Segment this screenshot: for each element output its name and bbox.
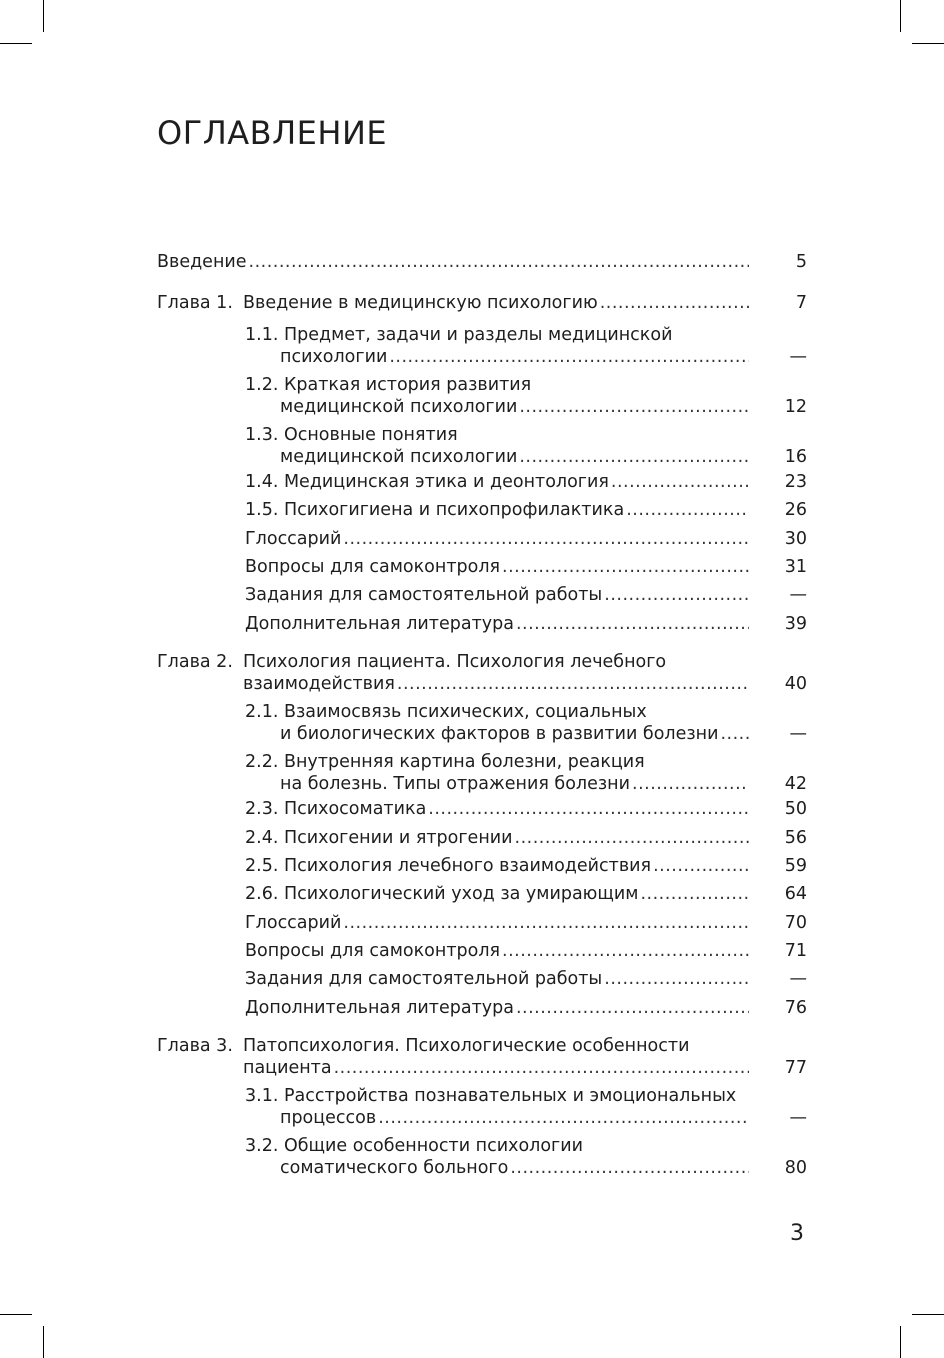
section-title: Глоссарий xyxy=(245,528,342,549)
toc-page-number: 12 xyxy=(784,396,807,417)
crop-mark xyxy=(912,1314,944,1315)
toc-label: Введение xyxy=(157,252,247,272)
crop-mark xyxy=(0,1314,32,1315)
dot-leader xyxy=(519,396,749,418)
toc-page-number: 56 xyxy=(784,827,807,848)
chapter-title: Введение в медицинскую психологию xyxy=(243,293,598,314)
dot-leader xyxy=(516,997,749,1019)
toc-entry-section[interactable] xyxy=(157,937,807,965)
chapter-number: Глава 3. xyxy=(157,1036,233,1057)
toc-entry-section[interactable] xyxy=(157,610,807,638)
chapter-title: Психология пациента. Психология лечебного xyxy=(243,652,667,673)
section-title-line: 2.2. Внутренняя картина болезни, реакция xyxy=(245,752,645,773)
section-dotline xyxy=(245,855,749,877)
toc-entry-section[interactable] xyxy=(157,525,807,553)
toc-entry-section[interactable] xyxy=(157,496,807,524)
crop-mark xyxy=(43,0,44,32)
section-title: Вопросы для самоконтроля xyxy=(245,941,501,962)
chapter-number: Глава 2. xyxy=(157,652,233,673)
section-dotline xyxy=(280,1157,749,1179)
dot-leader xyxy=(611,471,749,493)
dot-leader xyxy=(502,556,749,578)
toc-page-number: 42 xyxy=(784,774,807,795)
toc-entry-section[interactable] xyxy=(157,424,807,468)
toc-entry-section[interactable] xyxy=(157,824,807,852)
section-title: Дополнительная литература xyxy=(245,613,514,634)
dot-leader xyxy=(249,251,749,273)
section-dotline xyxy=(245,827,749,849)
toc-page-number: 80 xyxy=(784,1158,807,1179)
chapter-title-line xyxy=(157,651,807,673)
dot-leader xyxy=(378,1107,749,1129)
crop-mark xyxy=(900,1326,901,1358)
chapter-title-continuation xyxy=(157,673,807,695)
section-title-continuation xyxy=(245,1107,807,1129)
chapter-block xyxy=(157,651,807,1022)
toc-entry-intro[interactable] xyxy=(157,248,807,276)
toc-entry-chapter[interactable] xyxy=(157,289,807,317)
toc-page-number: 30 xyxy=(784,528,807,549)
crop-mark xyxy=(43,1326,44,1358)
section-title: 1.4. Медицинская этика и деонтология xyxy=(245,471,609,492)
dot-leader xyxy=(632,773,749,795)
toc-page-number: — xyxy=(789,724,807,745)
section-title-line: 3.1. Расстройства познавательных и эмоциональных xyxy=(245,1086,737,1107)
dot-leader xyxy=(428,798,749,820)
section-dotline xyxy=(245,997,749,1019)
dot-leader xyxy=(389,346,749,368)
section-dotline xyxy=(245,613,749,635)
section-dotline xyxy=(280,396,749,418)
section-dotline xyxy=(245,471,749,493)
crop-mark xyxy=(912,43,944,44)
toc-entry-section[interactable] xyxy=(157,374,807,418)
toc-page-number: 31 xyxy=(784,556,807,577)
toc-page-number: 26 xyxy=(784,500,807,521)
dot-leader xyxy=(515,827,749,849)
section-title-continuation xyxy=(245,723,807,745)
section-dotline xyxy=(280,1107,749,1129)
chapter-number: Глава 1. xyxy=(157,293,233,314)
section-dotline xyxy=(245,883,749,905)
toc-entry-section[interactable] xyxy=(157,909,807,937)
toc-page-number: 40 xyxy=(784,674,807,695)
section-title-cont: на болезнь. Типы отражения болезни xyxy=(280,774,630,795)
page-title: ОГЛАВЛЕНИЕ xyxy=(157,114,388,152)
section-dotline xyxy=(245,940,749,962)
section-dotline xyxy=(245,556,749,578)
section-title: Вопросы для самоконтроля xyxy=(245,556,501,577)
section-title: 2.6. Психологический уход за умирающим xyxy=(245,884,639,905)
toc-entry-section[interactable] xyxy=(157,701,807,745)
dot-leader xyxy=(604,584,749,606)
section-title-cont: медицинской психологии xyxy=(280,446,518,467)
chapter-dotline xyxy=(157,292,749,314)
toc-page-number: — xyxy=(789,346,807,367)
toc-entry-section[interactable] xyxy=(157,994,807,1022)
dot-leader xyxy=(343,912,749,934)
section-dotline xyxy=(280,346,749,368)
section-dotline xyxy=(280,446,749,468)
section-title: Задания для самостоятельной работы xyxy=(245,969,603,990)
section-title-continuation xyxy=(245,1157,807,1179)
section-title-continuation xyxy=(245,396,807,418)
crop-mark xyxy=(900,0,901,32)
section-title-continuation xyxy=(245,346,807,368)
section-title-line: 1.2. Краткая история развития xyxy=(245,374,532,395)
toc-page-number: 23 xyxy=(784,471,807,492)
chapter-block xyxy=(157,1035,807,1179)
table-of-contents xyxy=(157,248,807,1179)
section-title-line: 2.1. Взаимосвязь психических, социальных xyxy=(245,702,647,723)
dot-leader xyxy=(334,1057,749,1079)
dot-leader xyxy=(604,968,749,990)
section-title-continuation xyxy=(245,773,807,795)
dot-leader xyxy=(397,673,749,695)
toc-page-number: — xyxy=(789,969,807,990)
section-title: Глоссарий xyxy=(245,912,342,933)
section-title-continuation xyxy=(245,446,807,468)
section-dotline xyxy=(280,773,749,795)
toc-entry-section[interactable] xyxy=(157,324,807,368)
toc-entry-section[interactable] xyxy=(157,1135,807,1179)
dot-leader xyxy=(653,855,749,877)
section-title: 2.3. Психосоматика xyxy=(245,799,427,820)
section-title-cont: медицинской психологии xyxy=(280,396,518,417)
section-title-cont: и биологических факторов в развитии болезни xyxy=(280,724,719,745)
section-title: Задания для самостоятельной работы xyxy=(245,585,603,606)
section-dotline xyxy=(280,723,749,745)
toc-entry-section[interactable] xyxy=(157,581,807,609)
dot-leader xyxy=(510,1157,749,1179)
toc-page-number: 76 xyxy=(784,997,807,1018)
dot-leader xyxy=(502,940,749,962)
toc-page-number: 16 xyxy=(784,446,807,467)
toc-page-number: 50 xyxy=(784,799,807,820)
toc-entry-section[interactable] xyxy=(157,795,807,823)
toc-entry-section[interactable] xyxy=(157,965,807,993)
section-title: 2.5. Психология лечебного взаимодействия xyxy=(245,855,652,876)
dot-leader xyxy=(519,446,749,468)
toc-entry-section[interactable] xyxy=(157,751,807,795)
toc-page-number: 39 xyxy=(784,613,807,634)
toc-page-number: 77 xyxy=(784,1058,807,1079)
toc-page-number: 5 xyxy=(795,252,807,272)
section-dotline xyxy=(245,584,749,606)
dot-leader xyxy=(516,613,749,635)
section-title-line: 3.2. Общие особенности психологии xyxy=(245,1136,583,1157)
toc-entry-chapter[interactable] xyxy=(157,651,807,695)
chapter-dotline xyxy=(243,1057,749,1079)
toc-page-number: 71 xyxy=(784,941,807,962)
folio-page-number: 3 xyxy=(790,1221,804,1246)
toc-page-number: — xyxy=(789,1108,807,1129)
dot-leader xyxy=(720,723,749,745)
chapter-title-continuation xyxy=(157,1057,807,1079)
toc-entry-section[interactable] xyxy=(157,852,807,880)
toc-entry-section[interactable] xyxy=(157,553,807,581)
section-title-cont: психологии xyxy=(280,346,388,367)
chapter-title-cont: взаимодействия xyxy=(243,674,395,695)
crop-mark xyxy=(0,43,32,44)
toc-entry-section[interactable] xyxy=(157,468,807,496)
section-title: 1.5. Психогигиена и психопрофилактика xyxy=(245,500,625,521)
dot-leader xyxy=(343,528,749,550)
section-dotline xyxy=(245,968,749,990)
toc-entry-section[interactable] xyxy=(157,880,807,908)
section-title-cont: процессов xyxy=(280,1108,377,1129)
toc-page-number: 64 xyxy=(784,884,807,905)
section-dotline xyxy=(245,912,749,934)
toc-page-number: 59 xyxy=(784,855,807,876)
chapter-title: Патопсихология. Психологические особенности xyxy=(243,1036,690,1057)
toc-entry-section[interactable] xyxy=(157,1085,807,1129)
dot-leader xyxy=(600,292,749,314)
section-title-line: 1.3. Основные понятия xyxy=(245,424,458,445)
section-dotline xyxy=(245,528,749,550)
toc-entry-chapter[interactable] xyxy=(157,1035,807,1079)
dot-leader xyxy=(626,499,749,521)
chapter-block xyxy=(157,289,807,638)
section-title-cont: соматического больного xyxy=(280,1158,509,1179)
dot-leader xyxy=(640,883,749,905)
section-dotline xyxy=(245,798,749,820)
toc-page-number: 7 xyxy=(795,293,807,314)
chapter-title-cont: пациента xyxy=(243,1058,332,1079)
section-title-line: 1.1. Предмет, задачи и разделы медицинской xyxy=(245,324,673,345)
section-title: Дополнительная литература xyxy=(245,997,514,1018)
chapter-title-line xyxy=(157,1035,807,1057)
section-dotline xyxy=(245,499,749,521)
toc-page-number: 70 xyxy=(784,912,807,933)
section-title: 2.4. Психогении и ятрогении xyxy=(245,827,513,848)
chapter-dotline xyxy=(243,673,749,695)
toc-page-number: — xyxy=(789,585,807,606)
